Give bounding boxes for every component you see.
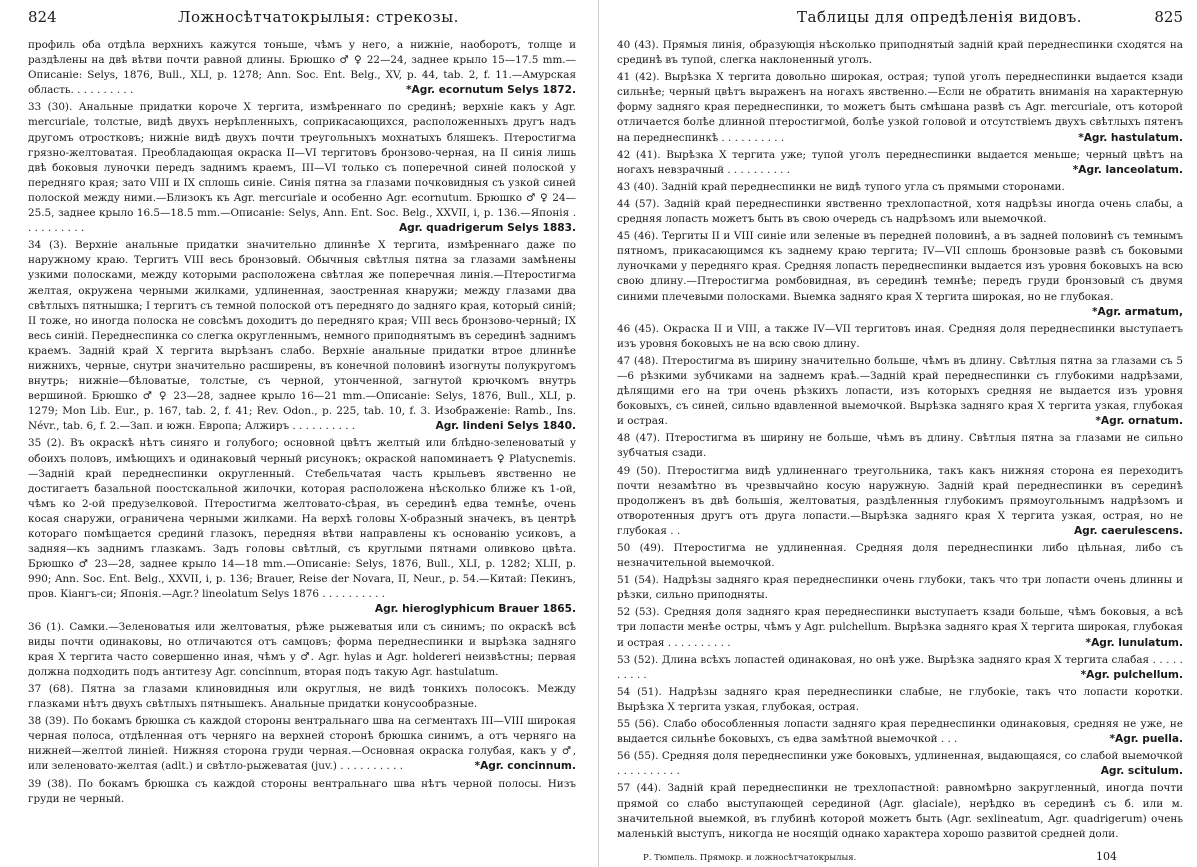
species-name: *Agr. lanceolatum. bbox=[1071, 163, 1183, 178]
key-entry bbox=[28, 100, 576, 236]
key-entry-paragraph bbox=[28, 620, 576, 680]
couplet-text: Задній край переднеспинки явственно трехлопастной, хотя надрѣзы иногда очень слабы, а средняя лопасть можетъ быть въ свою очередь съ надрѣзомъ или выемочкой. bbox=[617, 197, 1183, 226]
couplet-number: 42 (41). bbox=[617, 148, 661, 161]
key-entry-paragraph bbox=[617, 717, 1183, 747]
couplet-text: Пятна за глазами клиновидныя или округлыя, не видѣ тонкихъ полосокъ. Между глазками нѣтъ двухъ свѣтлыхъ пятнышекъ. Анальные придатки конусообразные. bbox=[28, 682, 576, 711]
key-entry bbox=[617, 573, 1183, 603]
couplet-number: 34 (3). bbox=[28, 239, 68, 252]
key-entry bbox=[617, 180, 1183, 195]
couplet-text: Птеростигма въ ширину значительно больше, чѣмъ въ длину. Свѣтлыя пятна за глазами съ 5—6 рѣзкими зубчиками на заднемъ краѣ.—Задній край переднеспинки съ глубокими надрѣзами, дѣлящими его на три очень рѣзкихъ лопасти, изъ которыхъ средняя не выдается изъ уровня боковыхъ, съ синей, сильно вдавленной выемочкой. Вырѣзка задняго края X тергита узкая, глубокая и острая. bbox=[617, 354, 1183, 428]
couplet-number: 55 (56). bbox=[617, 718, 660, 731]
couplet-text: Средняя доля переднеспинки уже боковыхъ, удлиненная, выдающаяся, со слабой выемочкой . . . . . . . . . . bbox=[617, 750, 1183, 778]
couplet-number: 39 (38). bbox=[28, 777, 72, 790]
species-name: *Agr. armatum, bbox=[1090, 305, 1183, 320]
key-entry bbox=[617, 749, 1183, 779]
couplet-number: 53 (52). bbox=[617, 653, 659, 666]
key-entry-paragraph bbox=[617, 229, 1183, 318]
key-entry bbox=[617, 70, 1183, 145]
couplet-text: Птеростигма въ ширину не больше, чѣмъ въ длину. Свѣтлыя пятна за глазами не сильно зубчатыя сзади. bbox=[617, 432, 1183, 460]
species-name: *Agr. lunulatum. bbox=[1084, 636, 1183, 651]
key-entry-paragraph bbox=[617, 573, 1183, 603]
key-entry-paragraph bbox=[617, 781, 1183, 841]
couplet-number: 47 (48). bbox=[617, 354, 659, 367]
couplet-text: Вырѣзка X тергита довольно широкая, острая; тупой уголъ переднеспинки выдается кзади сильнѣе; черный цвѣтъ выраженъ на ногахъ явственно.—Если не обратить вниманія на характерную форму задняго края переднеспинки, то можетъ быть смѣшана развѣ съ Agr. mercuriale, отъ которой отличается болѣе длинной птеростигмой, болѣе узкой головой и отсутствіемъ двухъ свѣтлыхъ пятенъ на переднеспинкѣ . . . . . . . . . . bbox=[617, 71, 1183, 144]
species-name: Agr. lindeni Selys 1840. bbox=[434, 419, 577, 434]
couplet-number: 52 (53). bbox=[617, 606, 660, 619]
key-entry bbox=[617, 653, 1183, 683]
couplet-text: Птеростигма не удлиненная. Средняя доля переднеспинки либо цѣльная, либо съ незначительной выемочкой. bbox=[617, 542, 1183, 570]
key-entry-paragraph bbox=[617, 180, 1183, 195]
species-name: *Agr. hastulatum. bbox=[1076, 131, 1183, 146]
key-entry-paragraph bbox=[28, 436, 576, 616]
key-entry-paragraph bbox=[617, 38, 1183, 68]
right-page bbox=[598, 0, 1197, 867]
species-name: Agr. caerulescens. bbox=[1072, 524, 1183, 539]
key-entry-paragraph bbox=[617, 70, 1183, 145]
couplet-text: Въ окраскѣ нѣтъ синяго и голубого; основной цвѣтъ желтый или блѣдно-зеленоватый у обоихъ половъ, имѣющихъ и одинаковый черный рисунокъ; окраской напоминаетъ ♀ Platycnemis.—Задній край переднеспинки округленный. Стебельчатая часть крыльевъ явственно не достигаетъ базальной поостскальной жилочки, которая расположена нѣсколько ближе къ 1-ой, чѣмъ ко 2-ой предузелковой. Птеростигма желтовато-сѣрая, въ серединѣ едва темнѣе, очень косая снаружи, ограничена черными жилками. На верхѣ головы X-образный значекъ, въ центрѣ котораго помѣщается срединй глазокъ, передняя вѣтви направлены къ основанію усиковъ, а задняя—къ заднимъ глазкамъ. Задъ головы свѣтлый, съ круглыми пятнами оливково цвѣта. Брюшко ♂ 23—28, заднее крыло 14—18 mm.—Описаніе: Selys, 1876, Bull., XLI, p. 1282; XLII, p. 990; Ann. Soc. Ent. Belg., XXVII, i, p. 136; Brauer, Reise der Novara, II, Neur., p. 54.—Китай: Пекинъ, пров. Кіангъ-си; Японія.—Agr.? lineolatum Selys 1876 . . . . . . . . . . bbox=[28, 437, 576, 601]
key-entry-paragraph bbox=[28, 38, 576, 98]
key-entry-paragraph bbox=[617, 197, 1183, 227]
couplet-text: Вырѣзка X тергита уже; тупой уголъ переднеспинки выдается меньше; черный цвѣтъ на ногахъ невзрачный . . . . . . . . . . bbox=[617, 148, 1183, 176]
couplet-number: 33 (30). bbox=[28, 101, 73, 114]
key-entry bbox=[28, 682, 576, 712]
key-entry-paragraph bbox=[617, 431, 1183, 461]
couplet-number: 54 (51). bbox=[617, 685, 662, 698]
couplet-text: Верхніе анальные придатки значительно длиннѣе X тергита, измѣреннаго даже по наружному краю. Тергитъ VIII весь бронзовый. Обычныя свѣтлыя пятна за глазами замѣнены узкими полосками, между которыми расположена свѣтлая же поперечная линія.—Птеростигма желтая, окружена черными жилками, удлиненная, заостренная кнаружи; между глазами два свѣтлыхъ пятнышка; I тергитъ съ темной полоской отъ передняго до задняго края, который синій; II тоже, но иногда полоска не совсѣмъ доходитъ до передняго края; VIII весь бронзово-черный; IX весь синій. Переднеспинка со слегка округленнымъ, немного приподнятымъ въ серединѣ заднимъ краемъ. Задній край X тергита вырѣзанъ слабо. Верхніе анальные придатки втрое длиннѣе нижнихъ, черные, снутри значительно расширены, въ конечной половинѣ изогнуты полукругомъ внутрь; нижніе—бѣловатые, толстые, съ черной, утонченной, загнутой крючкомъ внутрь вершиной. Брюшко ♂ ♀ 23—28, заднее крыло 16—21 mm.—Описаніе: Selys, 1876, Bull., XLI, p. 1279; Mon Lib. Eur., p. 167, tab. 2, f. 41; Rev. Odon., p. 225, tab. 10, f. 3. Изображеніе: Ramb., Ins. Névr., tab. 6, f. 2.—Зап. и южн. Европа; Алжиръ . . . . . . . . . . bbox=[28, 239, 576, 433]
couplet-text: Надрѣзы задняго края переднеспинки слабые, не глубокіе, такъ что лопасти коротки. Вырѣзка X тергита узкая, глубокая, острая. bbox=[617, 685, 1183, 713]
key-entry bbox=[617, 541, 1183, 571]
couplet-number: 40 (43). bbox=[617, 39, 659, 51]
couplet-text: Птеростигма видѣ удлиненнаго треугольника, такъ какъ нижняя сторона ея переходитъ почти незамѣтно въ чрезвычайно косую наружную. Задній край переднеспинки въ серединѣ продолженъ въ двѣ большія, желтоватыя, раздѣленныя глубокимъ прямоугольнымъ надрѣзомъ и отворотенныя другъ отъ друга лопасти.—Вырѣзка задняго края X тергита узкая, острая, но не глубокая . . bbox=[617, 464, 1183, 537]
key-entry-paragraph bbox=[617, 749, 1183, 779]
couplet-number: 36 (1). bbox=[28, 620, 65, 633]
key-entry bbox=[617, 605, 1183, 650]
couplet-number: 51 (54). bbox=[617, 574, 659, 587]
key-entry-paragraph bbox=[617, 322, 1183, 352]
couplet-text: Задній край переднеспинки не видѣ тупого угла съ прямыми сторонами. bbox=[661, 180, 1065, 193]
species-name: *Agr. concinnum. bbox=[473, 759, 576, 774]
species-name: Agr. scitulum. bbox=[1099, 764, 1183, 779]
key-entry-paragraph bbox=[617, 605, 1183, 650]
right-running-title: Таблицы для опредѣленія видовъ. bbox=[797, 8, 1083, 26]
key-entry bbox=[28, 38, 576, 98]
couplet-number: 46 (45). bbox=[617, 322, 660, 335]
left-page-header bbox=[28, 8, 576, 38]
species-name: *Agr. puella. bbox=[1108, 732, 1184, 747]
couplet-text: Прямыя линія, образующія нѣсколько приподнятый задній край переднеспинки сходятся на срединѣ въ тупой, слегка наклоненный уголъ. bbox=[617, 39, 1183, 67]
key-entry-paragraph bbox=[617, 464, 1183, 539]
couplet-text: Задній край переднеспинки не трехлопастной: равномѣрно закругленный, иногда почти прямой со слабо выступающей серединой (Agr. glaciale), нерѣдко въ серединѣ съ б. или м. значительной выемкой, въ глубинѣ которой можетъ быть (Agr. sexlineatum, Agr. quadrigerum) очень маленькій выступъ, никогда не носящій однако характера хорошо развитой средней доли. bbox=[617, 782, 1183, 840]
key-entry-paragraph bbox=[28, 777, 576, 807]
couplet-number: 48 (47). bbox=[617, 432, 661, 445]
key-entry bbox=[28, 777, 576, 807]
key-entry bbox=[617, 354, 1183, 429]
couplet-text: Надрѣзы задняго края переднеспинки очень глубоки, такъ что три лопасти очень длинны и рѣзки, сильно приподняты. bbox=[617, 574, 1183, 602]
species-name: Agr. hieroglyphicum Brauer 1865. bbox=[373, 602, 576, 617]
key-entry bbox=[617, 148, 1183, 178]
key-entry bbox=[617, 38, 1183, 68]
left-page bbox=[0, 0, 598, 867]
key-entry-paragraph bbox=[617, 148, 1183, 178]
couplet-text: Самки.—Зеленоватыя или желтоватыя, рѣже рыжеватыя или съ синимъ; по окраскѣ всѣ виды почти одинаковы, но отличаются отъ самцовъ; форма переднеспинки и вырѣзка задняго края X тергита часто совершенно иная, чѣмъ у ♂. Agr. hylas и Agr. holdereri неизвѣстны; первая должна подходить подъ антитезу Agr. concinnum, вторая подъ такую Agr. hastulatum. bbox=[28, 620, 577, 678]
left-key-entries bbox=[28, 38, 576, 807]
couplet-number: 38 (39). bbox=[28, 715, 70, 728]
couplet-number: 43 (40). bbox=[617, 180, 659, 193]
right-page-header bbox=[617, 8, 1183, 38]
key-entry-paragraph bbox=[617, 685, 1183, 715]
couplet-number: 41 (42). bbox=[617, 71, 660, 84]
page-footer bbox=[643, 850, 1117, 863]
key-entry bbox=[617, 781, 1183, 841]
left-page-number: 824 bbox=[28, 8, 57, 26]
key-entry bbox=[28, 436, 576, 617]
key-entry bbox=[617, 197, 1183, 227]
key-entry bbox=[617, 685, 1183, 715]
couplet-number: 50 (49). bbox=[617, 542, 665, 554]
key-entry bbox=[617, 717, 1183, 747]
couplet-text: Анальные придатки короче X тергита, измѣреннаго по срединѣ; верхніе какъ у Agr. mercuriale, толстые, видѣ двухъ нерѣпленныхъ, соприкасающихся, расположенныхъ другъ надъ другомъ отростковъ; нижніе видѣ двухъ почти треугольныхъ мохнатыхъ бляшекъ. Птеростигма грязно-желтоватая. Преобладающая окраска II—VI тергитовъ бронзово-черная, на II синія лишь двѣ боковыя луночки передъ заднимъ краемъ, III—VI только съ поперечной синей полоской у передняго края; зато VIII и IX сплошь синіе. Синія пятна за глазами почковидныя съ узкой синей полоской между ними.—Близокъ къ Agr. mercuriale и особенно Agr. ecornutum. Брюшко ♂ ♀ 24—25.5, заднее крыло 16.5—18.5 mm.—Описаніе: Selys, Ann. Ent. Soc. Belg., XXVII, i, p. 136.—Японія . . . . . . . . . . bbox=[28, 101, 576, 235]
couplet-number: 35 (2). bbox=[28, 437, 65, 450]
couplet-text: Длина всѣхъ лопастей одинаковая, но онѣ уже. Вырѣзка задняго края X тергита слабая . . . . . . . . . . bbox=[617, 653, 1183, 681]
couplet-number: 49 (50). bbox=[617, 464, 661, 477]
key-entry bbox=[617, 229, 1183, 320]
couplet-text: Окраска II и VIII, а также IV—VII тергитовъ иная. Средняя доля переднеспинки выступаетъ изъ уровня боковыхъ не на всю свою длину. bbox=[617, 322, 1183, 350]
key-entry-paragraph bbox=[617, 354, 1183, 429]
key-entry bbox=[617, 431, 1183, 461]
species-name: *Agr. pulchellum. bbox=[1079, 668, 1183, 683]
species-name: Agr. quadrigerum Selys 1883. bbox=[397, 221, 576, 236]
key-entry-paragraph bbox=[28, 714, 576, 774]
key-entry bbox=[617, 464, 1183, 539]
couplet-text: Слабо обособленныя лопасти задняго края переднеспинки одинаковыя, средняя не уже, не выдается сильнѣе боковыхъ, съ едва замѣтной выемочкой . . . bbox=[617, 718, 1183, 746]
species-name: *Agr. ornatum. bbox=[1093, 414, 1183, 429]
key-entry bbox=[617, 322, 1183, 352]
couplet-text: профиль оба отдѣла верхнихъ кажутся тоньше, чѣмъ у него, а нижніе, наоборотъ, толще и раздѣлены на двѣ вѣтви почти равной длины. Брюшко ♂ ♀ 22—24, заднее крыло 15—17.5 mm.—Описаніе: Selys, 1876, Bull., XLI, p. 1278; Ann. Soc. Ent. Belg., XV, p. 44, tab. 2, f. 11.—Амурская область. . . . . . . . . . bbox=[28, 39, 576, 97]
couplet-number: 57 (44). bbox=[617, 782, 662, 795]
footer-credit: Р. Тюмпель. Прямокр. и ложносѣтчатокрылыя. bbox=[643, 853, 857, 863]
key-entry-paragraph bbox=[617, 653, 1183, 683]
couplet-text: По бокамъ брюшка съ каждой стороны вентральнаго шва на сегментахъ III—VIII широкая черная полоса, отдѣленная отъ черняго на верхней сторонѣ брюшка синимъ, а отъ черняго на нижней—желтой линіей. Нижняя сторона груди черная.—Основная окраска голубая, какъ у ♂, или зеленовато-желтая (adlt.) и свѣтло-рыжеватая (juv.) . . . . . . . . . . bbox=[28, 715, 576, 773]
couplet-text: Тергиты II и VIII синіе или зеленые въ передней половинѣ, а въ задней половинѣ съ темнымъ пятномъ, прикасающимся къ заднему краю тергита; IV—VII сплошь бронзовые развѣ съ боковыми луночками у передняго края. Средняя лопасть переднеспинки выдается изъ уровня боковыхъ на всю свою длину.—Птеростигма ромбовидная, въ серединѣ темнѣе; передъ груди бронзовый съ двумя синими плечевыми полосками. Выемка задняго края X тергита широкая, но не глубокая. bbox=[617, 230, 1183, 303]
key-entry-paragraph bbox=[28, 100, 576, 236]
key-entry-paragraph bbox=[28, 238, 576, 434]
couplet-number: 37 (68). bbox=[28, 682, 74, 695]
key-entry-paragraph bbox=[617, 541, 1183, 571]
left-running-title: Ложносѣтчатокрылыя: стрекозы. bbox=[178, 8, 459, 26]
couplet-text: По бокамъ брюшка съ каждой стороны вентральнаго шва нѣтъ черной полосы. Низъ груди не черный. bbox=[28, 777, 576, 805]
key-entry bbox=[28, 714, 576, 774]
key-entry bbox=[28, 238, 576, 434]
signature-mark: 104 bbox=[1096, 850, 1117, 863]
couplet-number: 56 (55). bbox=[617, 750, 659, 763]
key-entry-paragraph bbox=[28, 682, 576, 712]
couplet-number: 44 (57). bbox=[617, 197, 660, 210]
right-key-entries bbox=[617, 38, 1183, 842]
couplet-number: 45 (46). bbox=[617, 230, 659, 243]
species-name: *Agr. ecornutum Selys 1872. bbox=[404, 83, 576, 98]
right-page-number: 825 bbox=[1154, 8, 1183, 26]
key-entry bbox=[28, 620, 576, 680]
couplet-text: Средняя доля задняго края переднеспинки выступаетъ кзади больше, чѣмъ боковыя, а всѣ три лопасти менѣе остры, чѣмъ у Agr. pulchellum. Вырѣзка задняго края X тергита широкая, глубокая и острая . . . . . . . . . . bbox=[617, 606, 1183, 649]
